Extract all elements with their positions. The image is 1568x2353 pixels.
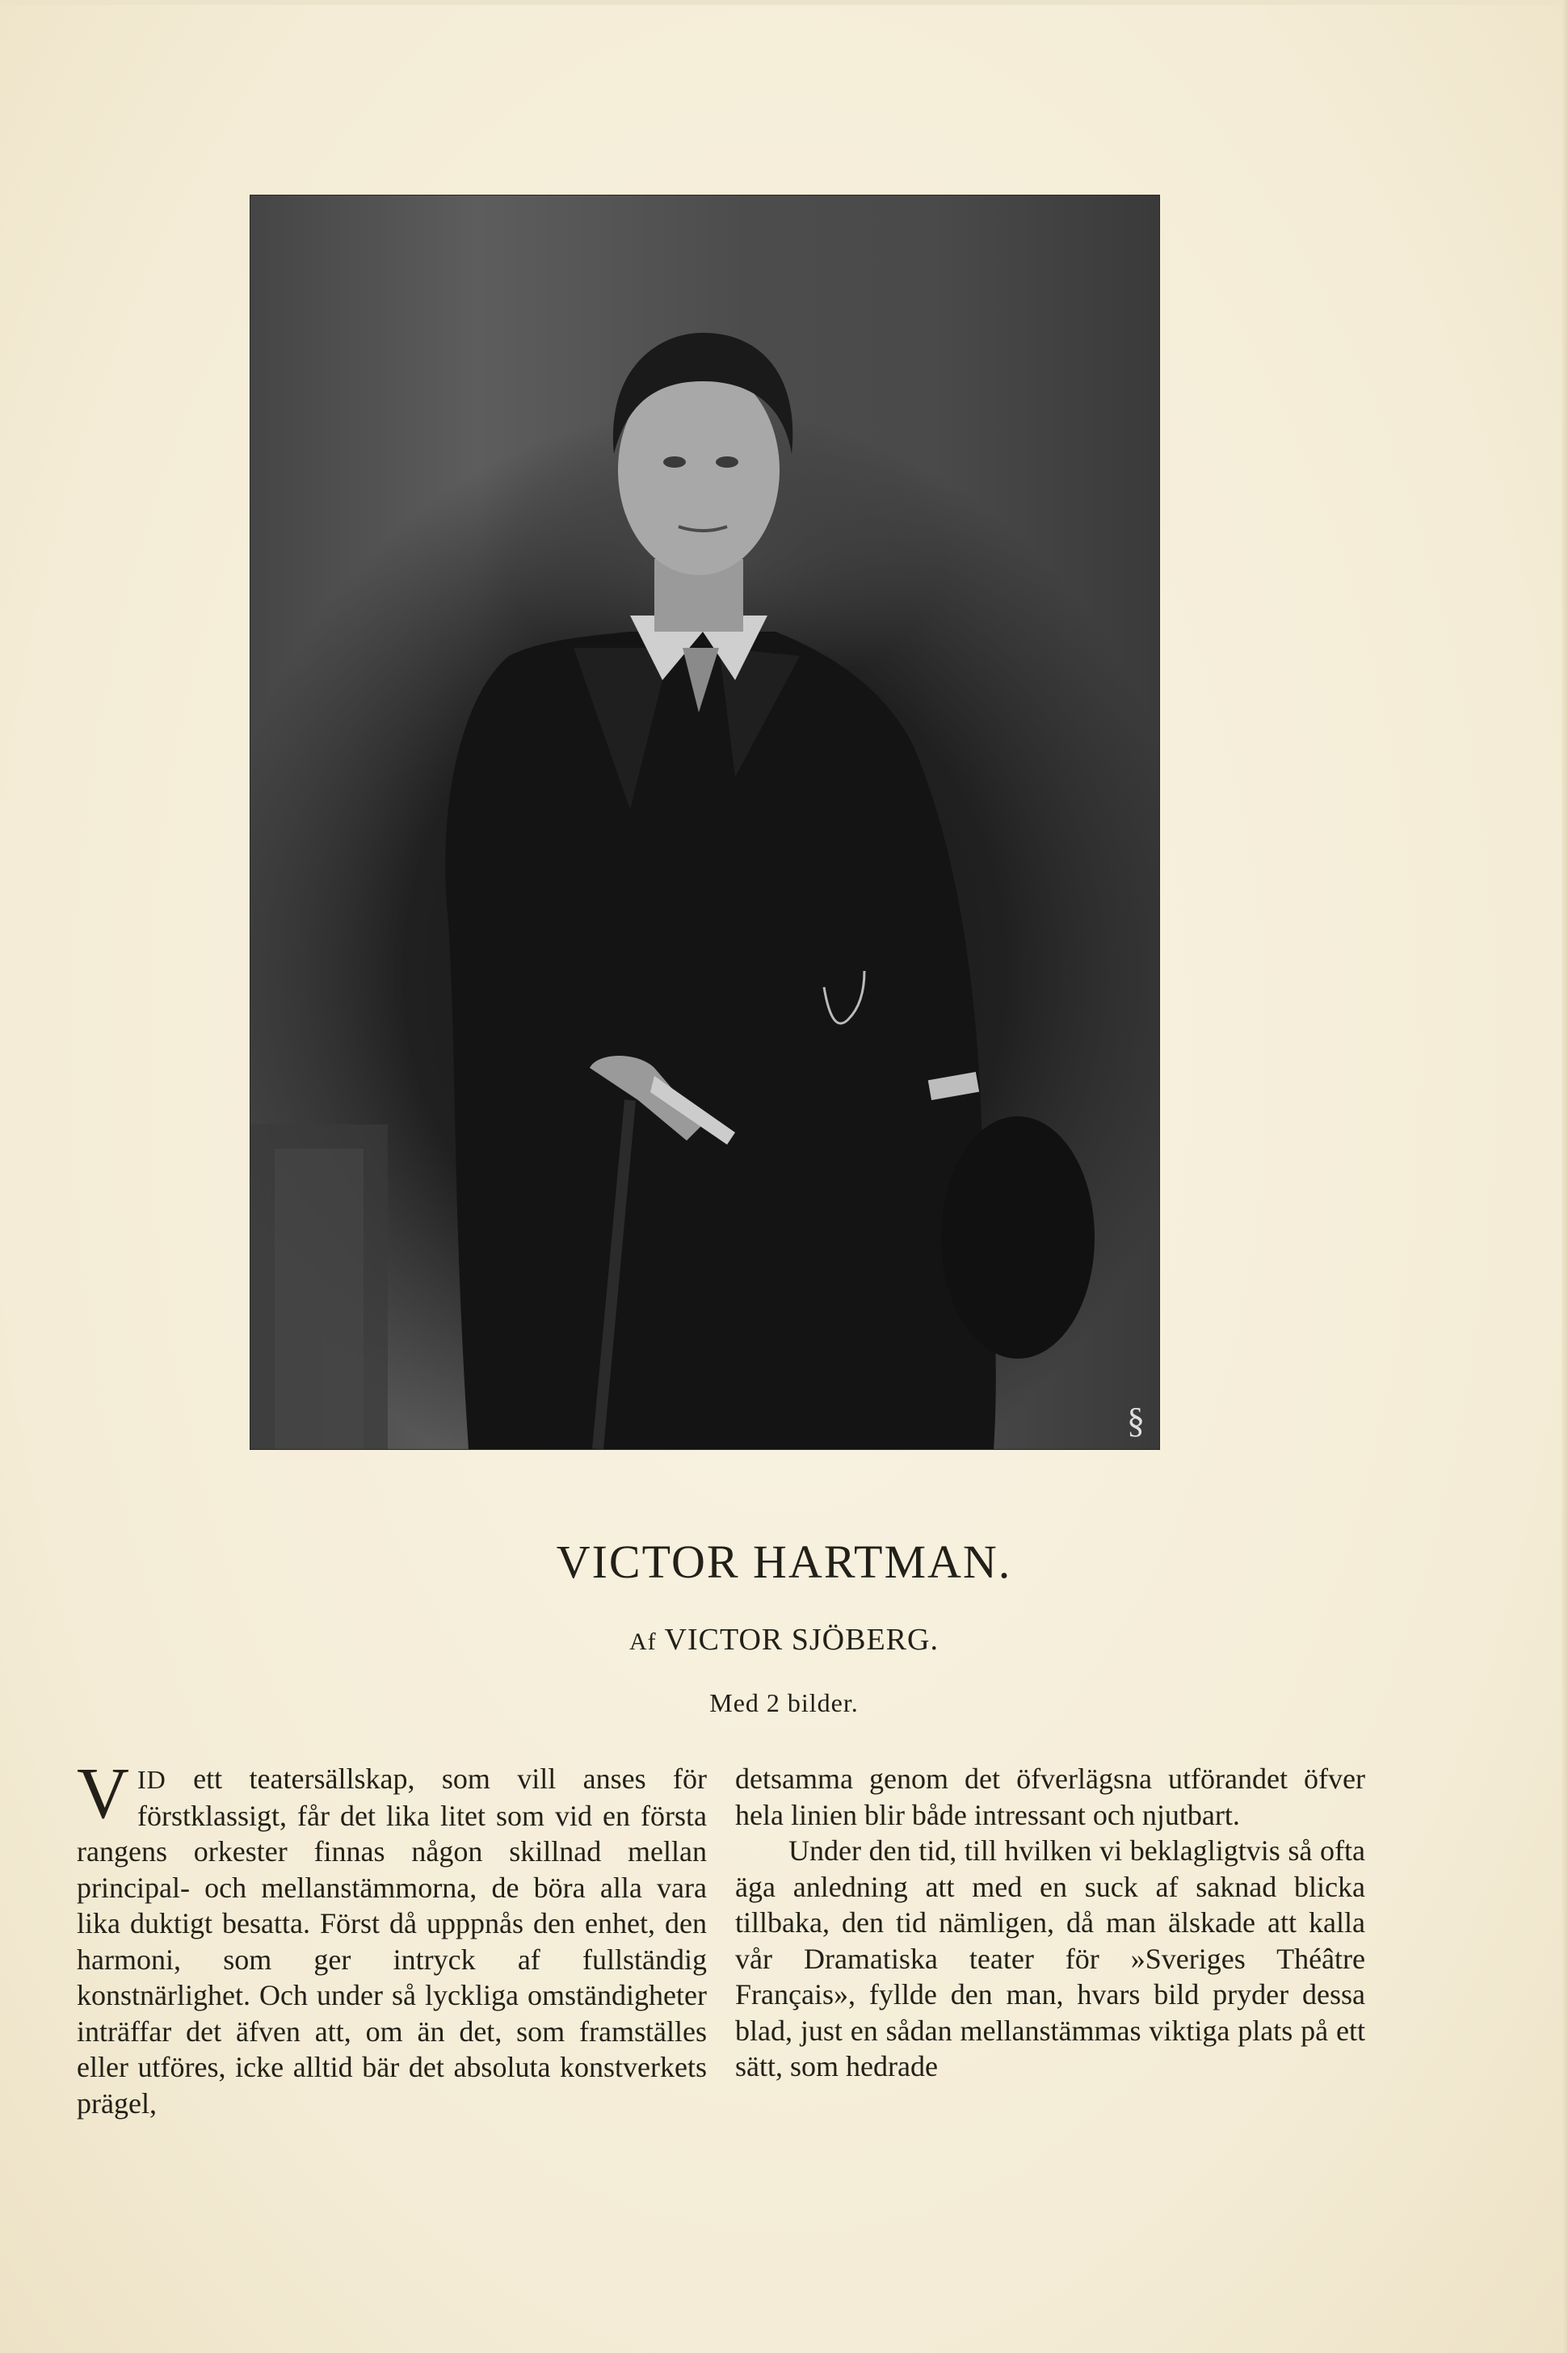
article-byline: [0, 1622, 1568, 1658]
hat: [941, 1116, 1095, 1359]
left-eye: [663, 456, 686, 468]
article-title: VICTOR HARTMAN.: [556, 1536, 1012, 1588]
right-eye: [716, 456, 738, 468]
photographer-monogram: §: [1127, 1401, 1145, 1440]
first-word-rest: ID: [137, 1765, 166, 1794]
paragraph: Under den tid, till hvilken vi beklagligtvis så ofta äga anledning att med en suck af saknad blicka tillbaka, den tid nämligen, då man älskade att kalla vår Dramatiska teater för »Sveriges Théâtre Français», fyllde den man, hvars bild pryder dessa blad, just en sådan mellanstämmas viktiga plats på ett sätt, som hedrade: [735, 1834, 1365, 2082]
page-edge-top: [0, 0, 1568, 5]
byline-prefix: Af: [629, 1628, 657, 1655]
coat-shape: [445, 632, 996, 1449]
illustrations-note: Med 2 bilder.: [709, 1688, 859, 1717]
paragraph-continued: detsamma genom det öfverlägsna utförandet öfver hela linien blir både intressant och njutbart.: [735, 1763, 1365, 1831]
text-column-left: [77, 1754, 707, 2121]
page-edge-right: [1562, 0, 1568, 2353]
drop-cap: V: [77, 1754, 129, 1834]
pedestal-highlight: [275, 1149, 364, 1449]
text-column-right: [735, 1761, 1365, 2085]
paragraph-text: ett teatersällskap, som vill anses för förstklassigt, får det lika litet som vid en första rangens orkester finnas någon skillnad mellan principal- och mellanstämmorna, de böra alla vara lika duktigt besatta. Först då upppnås den enhet, den harmoni, som ger intryck af fullständig konstnärlighet. Och under så lyckliga omständigheter inträffar det äfven att, om än det, som framställes eller utföres, icke alltid bär det absoluta konstverkets prägel,: [77, 1763, 707, 2120]
byline-author: VICTOR SJÖBERG.: [664, 1623, 939, 1657]
portrait-illustration: [250, 195, 1159, 1449]
portrait-photograph: [250, 195, 1159, 1449]
paragraph: [77, 1754, 707, 2121]
